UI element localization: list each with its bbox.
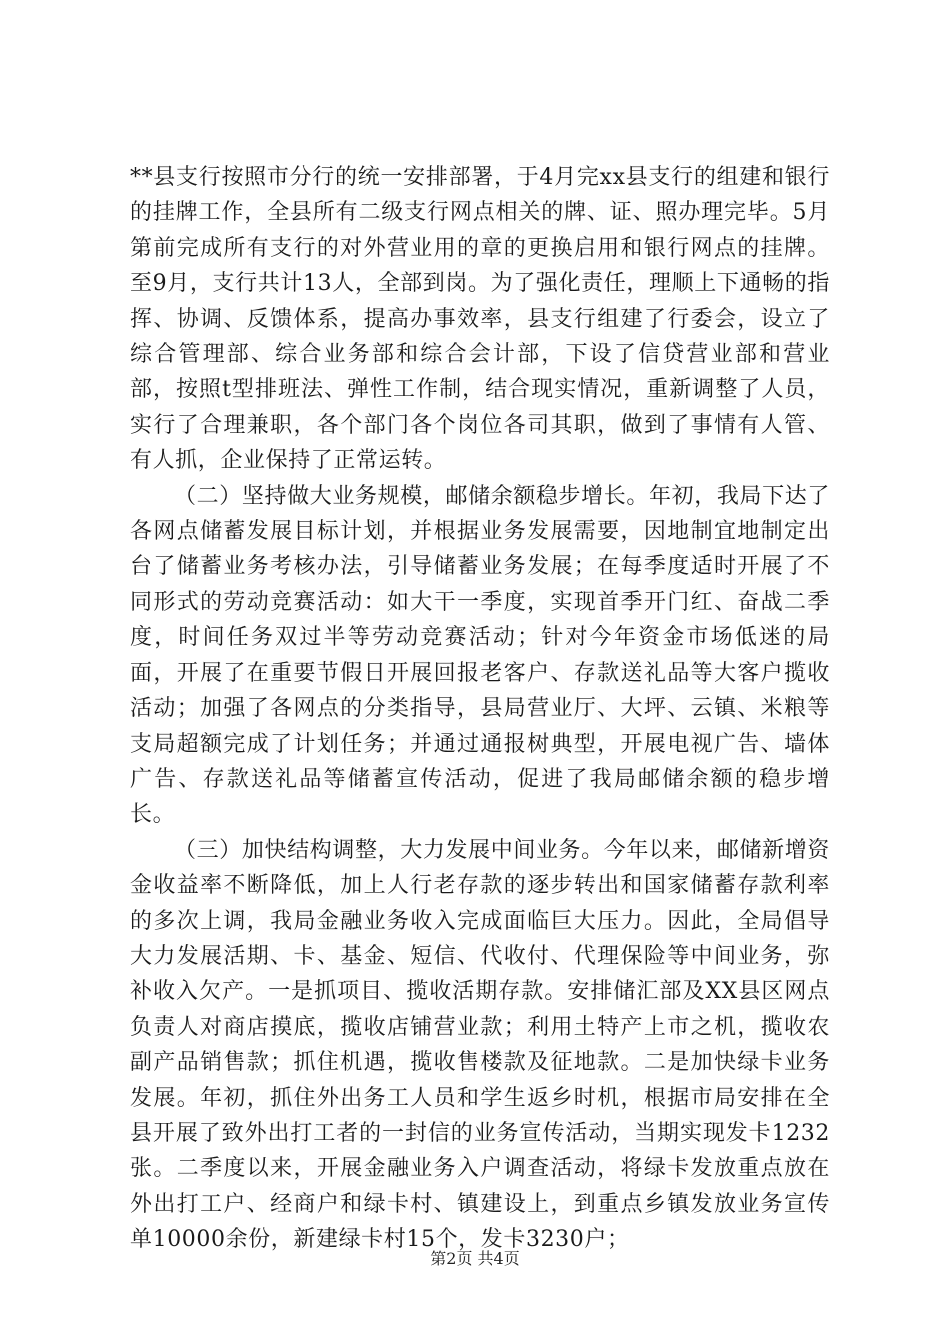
paragraph-branch-setup: **县支行按照市分行的统一安排部署，于4月完xx县支行的组建和银行的挂牌工作，全县所有二级支行网点相关的牌、证、照办理完毕。5月第前完成所有支行的对外营业用的章的更换启用和银行网点的挂牌。至9月，支行共计13人，全部到岗。为了强化责任，理顺上下通畅的指挥、协调、反馈体系，提高办事效率，县支行组建了行委会，设立了综合管理部、综合业务部和综合会计部，下设了信贷营业部和营业部，按照t型排班法、弹性工作制，结合现实情况，重新调整了人员，实行了合理兼职，各个部门各个岗位各司其职，做到了事情有人管、有人抓，企业保持了正常运转。 <box>130 165 830 474</box>
paragraph-intermediate-business: （三）加快结构调整，大力发展中间业务。今年以来，邮储新增资金收益率不断降低，加上人行老存款的逐步转出和国家储蓄存款利率的多次上调，我局金融业务收入完成面临巨大压力。因此，全局倡导大力发展活期、卡、基金、短信、代收付、代理保险等中间业务，弥补收入欠产。一是抓项目、揽收活期存款。安排储汇部及XX县区网点负责人对商店摸底，揽收店铺营业款；利用土特产上市之机，揽收农副产品销售款；抓住机遇，揽收售楼款及征地款。二是加快绿卡业务发展。年初，抓住外出务工人员和学生返乡时机，根据市局安排在全县开展了致外出打工者的一封信的业务宣传活动，当期实现发卡1232张。二季度以来，开展金融业务入户调查活动，将绿卡发放重点放在外出打工户、经商户和绿卡村、镇建设上，到重点乡镇发放业务宣传单10000余份，新建绿卡村15个，发卡3230户； <box>130 837 830 1253</box>
paragraph-savings-growth: （二）坚持做大业务规模，邮储余额稳步增长。年初，我局下达了各网点储蓄发展目标计划，并根据业务发展需要，因地制宜地制定出台了储蓄业务考核办法，引导储蓄业务发展；在每季度适时开展了不同形式的劳动竞赛活动：如大干一季度，实现首季开门红、奋战二季度，时间任务双过半等劳动竞赛活动；针对今年资金市场低迷的局面，开展了在重要节假日开展回报老客户、存款送礼品等大客户揽收活动；加强了各网点的分类指导，县局营业厅、大坪、云镇、米粮等支局超额完成了计划任务；并通过通报树典型，开展电视广告、墙体广告、存款送礼品等储蓄宣传活动，促进了我局邮储余额的稳步增长。 <box>130 483 830 828</box>
document-body <box>130 160 830 1258</box>
page-number-footer: 第2页 共4页 <box>430 1249 520 1268</box>
